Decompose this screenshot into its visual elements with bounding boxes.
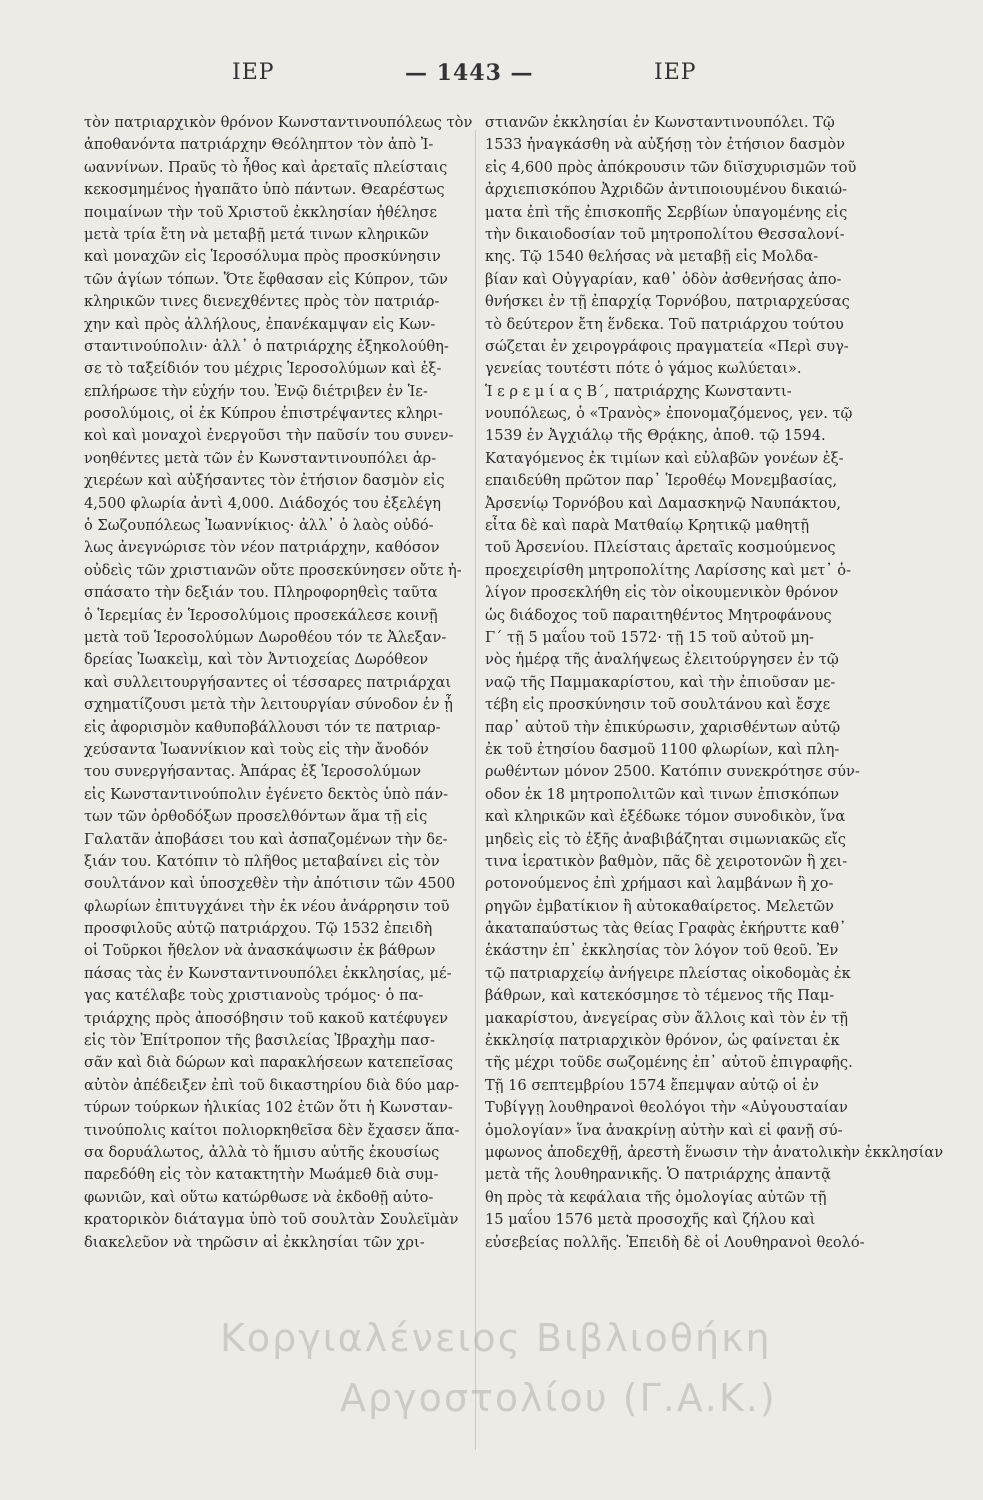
text-line: Γαλατᾶν ἀποβάσει του καὶ ἀσπαζομένων τὴν δε- [84,830,448,848]
text-line: προεχειρίσθη μητροπολίτης Λαρίσσης καὶ μετ᾽ ὀ- [485,561,852,579]
text-line: ροτονούμενος ἐπὶ χρήμασι καὶ λαμβάνων ἢ χο- [485,875,834,893]
text-line: τὸ δεύτερον ἔτη ἕνδεκα. Τοῦ πατριάρχου τούτου [485,315,844,333]
text-line: κεκοσμημένος ἠγαπᾶτο ὑπὸ πάντων. Θεαρέστως [84,181,445,199]
text-line: θνήσκει ἐν τῇ ἐπαρχίᾳ Τορνόβου, πατριαρχεύσας [485,293,850,311]
text-line: εἰς Κωνσταντινούπολιν ἐγένετο δεκτὸς ὑπὸ πάν- [84,785,449,803]
text-line: ματα ἐπὶ τῆς ἐπισκοπῆς Σερβίων ὑπαγομένης εἰς [485,203,848,221]
text-line: οὐδεὶς τῶν χριστιανῶν οὔτε προσεκύνησεν οὔτε ἠ- [84,561,462,579]
text-line: ἑκάστην ἐπ᾽ ἐκκλησίας τὸν λόγον τοῦ θεοῦ. Ἐν [485,942,839,960]
text-line: εἰς 4,600 πρὸς ἀπόκρουσιν τῶν διϊσχυρισμῶν τοῦ [485,158,857,176]
text-line: μηδεὶς εἰς τὸ ἑξῆς ἀναβιβάζηται σιμωνιακῶς εἴς [485,830,846,848]
text-line: ἐκκλησίᾳ πατριαρχικὸν θρόνον, ὡς φαίνεται ἐκ [485,1032,840,1050]
text-line: Ἱ ε ρ ε μ ί α ς Β΄, πατριάρχης Κωνσταντι- [485,382,792,400]
text-line: ὁ Ἱερεμίας ἐν Ἱεροσολύμοις προσεκάλεσε κοινῇ [84,606,438,624]
text-line: τοῦ Ἀρσενίου. Πλείσταις ἀρεταῖς κοσμούμενος [485,539,836,557]
text-line: εἶτα δὲ καὶ παρὰ Ματθαίῳ Κρητικῷ μαθητῇ [485,517,810,535]
text-line: λως ἀνεγνώρισε τὸν νέον πατριάρχην, καθόσον [84,539,440,557]
text-line: σε τὸ ταξείδιόν του μέχρις Ἱεροσολύμων καὶ ἐξ- [84,360,442,378]
text-line: καὶ κληρικῶν καὶ ἐξέδωκε τόμον συνοδικὸν, ἵνα [485,808,846,826]
text-line: νοηθέντες μετὰ τῶν ἐν Κωνσταντινουπόλει ἀρ- [84,449,437,467]
text-line: εὐσεβείας πολλῆς. Ἐπειδὴ δὲ οἱ Λουθηρανοὶ θεολό- [485,1233,865,1251]
text-line: ρωθέντων μόνον 2500. Κατόπιν συνεκρότησε σύν- [485,763,860,781]
text-line: εἰς ἀφορισμὸν καθυποβάλλουσι τόν τε πατριαρ- [84,718,441,736]
text-line: τριάρχης πρὸς ἀποσόβησιν τοῦ κακοῦ κατέφυγεν [84,1009,448,1027]
text-line: βίαν καὶ Οὐγγαρίαν, καθ᾽ ὁδὸν ἀσθενήσας ἀπο- [485,270,842,288]
left-text-column [84,112,479,1254]
text-line: μφωνος ἀποδεχθῇ, ἀρεστὴ ἕνωσιν τὴν ἀνατολικὴν ἐκκλησίαν [485,1143,944,1161]
right-text-column [485,112,944,1254]
text-line: επλήρωσε τὴν εὐχήν του. Ἐνῷ διέτριβεν ἐν Ἱε- [84,382,428,400]
text-line: προσφιλοῦς αὐτῷ πατριάρχου. Τῷ 1532 ἐπειδὴ [84,920,433,938]
text-line: μετὰ τρία ἔτη νὰ μεταβῇ μετά τινων κληρικῶν [84,225,429,243]
text-line: τῶν ἁγίων τόπων. Ὅτε ἔφθασαν εἰς Κύπρον, τῶν [84,270,448,288]
text-line: φλωρίων ἐπιτυγχάνει τὴν ἐκ νέου ἀνάρρησιν τοῦ [84,897,450,915]
text-line: στιανῶν ἐκκλησίαι ἐν Κωνσταντινουπόλει. Τῷ [485,114,835,131]
text-line: παρεδόθη εἰς τὸν κατακτητὴν Μωάμεθ διὰ συμ- [84,1166,439,1184]
text-line: οἱ Τοῦρκοι ἤθελον νὰ ἀνασκάψωσιν ἐκ βάθρων [84,942,436,960]
text-line: των τῶν ὀρθοδόξων προσελθόντων ἅμα τῇ εἰς [84,808,428,826]
text-line: σᾶν καὶ διὰ δώρων καὶ παρακλήσεων κατεπεῖσας [84,1054,454,1072]
text-line: χιερέων καὶ αὐξήσαντες τὸν ἐτήσιον δασμὸν εἰς [84,472,445,490]
watermark-line-1: Κοργιαλένειος Βιβλιοθήκη [220,1316,772,1360]
text-line: ποιμαίνων τὴν τοῦ Χριστοῦ ἐκκλησίαν ἠθέλησε [84,203,437,221]
text-line: επαιδεύθη πρῶτον παρ᾽ Ἱεροθέῳ Μονεμβασίας, [485,472,838,490]
text-line: ροσολύμοις, οἱ ἐκ Κύπρου ἐπιστρέψαντες κληρι- [84,405,443,423]
text-line: ξιάν του. Κατόπιν τὸ πλῆθος μεταβαίνει εἰς τὸν [84,852,440,870]
text-line: τινα ἱερατικὸν βαθμὸν, πᾶς δὲ χειροτονῶν ἢ χει- [485,852,848,870]
text-line: κοὶ καὶ μοναχοὶ ἐνεργοῦσι τὴν παῦσίν του συνεν- [84,427,454,445]
text-line: του συνεργήσαντας. Ἀπάρας ἐξ Ἱεροσολύμων [84,763,422,781]
running-head-left: ΙΕΡ [232,60,275,85]
text-line: μετὰ τῆς λουθηρανικῆς. Ὁ πατριάρχης ἀπαντᾷ [485,1166,831,1184]
text-line: θη πρὸς τὰ κεφάλαια τῆς ὁμολογίας αὐτῶν τῇ [485,1188,827,1206]
library-watermark [180,1310,940,1450]
text-line: 4,500 φλωρία ἀντὶ 4,000. Διάδοχός του ἐξελέγη [84,494,442,512]
text-line: κρατορικὸν διάταγμα ὑπὸ τοῦ σουλτὰν Σουλεϊμὰν [84,1211,459,1229]
text-line: χεύσαντα Ἰωαννίκιον καὶ τοὺς εἰς τὴν ἄνοδόν [84,740,429,758]
text-line: ρηγῶν ἐμβατίκιον ἢ αὐτοκαθαίρετος. Μελετῶν [485,897,834,915]
text-line: τὸν πατριαρχικὸν θρόνον Κωνσταντινουπόλεως τὸν [84,114,473,131]
text-line: γας κατέλαβε τοὺς χριστιανοὺς τρόμος· ὁ πα- [84,987,424,1005]
text-line: ὁ Σωζουπόλεως Ἰωαννίκιος· ἀλλ᾽ ὁ λαὸς οὐδό- [84,517,434,535]
text-line: Καταγόμενος ἐκ τιμίων καὶ εὐλαβῶν γονέων ἐξ- [485,449,844,467]
page-header [0,60,983,100]
text-line: τῆς μέχρι τοῦδε σωζομένης ἐπ᾽ αὐτοῦ ἐπιγραφῆς. [485,1054,853,1072]
text-line: ὡς διάδοχος τοῦ παραιτηθέντος Μητροφάνους [485,606,832,624]
text-line: φωνιῶν, καὶ οὕτω κατώρθωσε νὰ ἐκδοθῇ αὐτο- [84,1188,434,1206]
text-line: αὐτὸν ἀπέδειξεν ἐπὶ τοῦ δικαστηρίου διὰ δύο μαρ- [84,1076,460,1094]
text-line: τύρων τούρκων ἡλικίας 102 ἐτῶν ὅτι ἡ Κωνσταν- [84,1099,453,1117]
text-line: 1533 ἠναγκάσθη νὰ αὐξήσῃ τὸν ἐτήσιον δασμὸν [485,136,846,154]
text-line: Τυβίγγῃ λουθηρανοὶ θεολόγοι τὴν «Αὐγουσταίαν [485,1099,848,1117]
text-line: οδον ἐκ 18 μητροπολιτῶν καὶ τινων ἐπισκόπων [485,785,839,803]
text-line: κληρικῶν τινες διενεχθέντες πρὸς τὸν πατριάρ- [84,293,440,311]
text-line: διακελεῦον νὰ τηρῶσιν αἱ ἐκκλησίαι τῶν χρι- [84,1233,425,1251]
text-line: ἀρχιεπισκόπου Ἀχριδῶν ἀντιποιουμένου δικαιώ- [485,181,848,199]
text-line: μετὰ τοῦ Ἱεροσολύμων Δωροθέου τόν τε Ἀλεξαν- [84,628,447,646]
text-line: ἀκαταπαύστως τὰς θείας Γραφὰς ἐκήρυττε καθ᾽ [485,920,847,938]
text-line: σχηματίζουσι μετὰ τὴν λειτουργίαν σύνοδον ἐν ᾗ [84,696,453,714]
text-line: νουπόλεως, ὁ «Τρανὸς» ἐπονομαζόμενος, γεν. τῷ [485,405,853,423]
column-divider [475,130,476,1450]
text-line: 15 μαΐου 1576 μετὰ προσοχῆς καὶ ζήλου καὶ [485,1211,816,1229]
text-line: ἀποθανόντα πατριάρχην Θεόληπτον τὸν ἀπὸ Ἰ- [84,136,434,154]
text-line: δρείας Ἰωακεὶμ, καὶ τὸν Ἀντιοχείας Δωρόθεον [84,651,429,669]
text-line: σταντινούπολιν· ἀλλ᾽ ὁ πατριάρχης ἐξηκολούθη- [84,337,449,355]
text-line: κης. Τῷ 1540 θελήσας νὰ μεταβῇ εἰς Μολδα- [485,248,819,266]
text-line: τέβη εἰς προσκύνησιν τοῦ σουλτάνου καὶ ἔσχε [485,696,831,714]
text-line: σα δορυάλωτος, ἀλλὰ τὸ ἥμισυ αὐτῆς ἐκουσίως [84,1143,440,1161]
text-line: μακαρίστου, ἀνεγείρας σὺν ἄλλοις καὶ τὸν ἐν τῇ [485,1009,849,1027]
text-line: ωαννίνων. Πραῦς τὸ ἦθος καὶ ἀρεταῖς πλείσταις [84,158,448,176]
page-number: — 1443 — [405,60,534,86]
text-line: καὶ συλλειτουργήσαντες οἱ τέσσαρες πατριάρχαι [84,673,452,691]
watermark-line-2: Αργοστολίου (Γ.Α.Κ.) [340,1376,777,1420]
text-line: χην καὶ πρὸς ἀλλήλους, ἐπανέκαμψαν εἰς Κων- [84,315,436,333]
text-line: τινούπολις καίτοι πολιορκηθεῖσα δὲν ἔχασεν ἅπα- [84,1121,460,1139]
text-line: λίγον προσεκλήθη εἰς τὸν οἰκουμενικὸν θρόνον [485,584,839,602]
text-line: σώζεται ἐν χειρογράφοις πραγματεία «Περὶ συγ- [485,337,849,355]
text-line: γενείας τουτέστι πότε ὁ γάμος κωλύεται». [485,360,802,378]
text-line: τὴν δικαιοδοσίαν τοῦ μητροπολίτου Θεσσαλονί- [485,225,845,243]
text-line: Ἀρσενίῳ Τορνόβου καὶ Δαμασκηνῷ Ναυπάκτου, [485,494,842,512]
text-line: Γ΄ τῇ 5 μαΐου τοῦ 1572· τῇ 15 τοῦ αὐτοῦ μη- [485,628,814,646]
text-line: σουλτάνον καὶ ὑποσχεθὲν τὴν ἀπότισιν τῶν 4500 [84,875,456,893]
text-line: πάσας τὰς ἐν Κωνσταντινουπόλει ἐκκλησίας, μέ- [84,964,452,982]
text-line: ἐκ τοῦ ἐτησίου δασμοῦ 1100 φλωρίων, καὶ πλη- [485,740,840,758]
text-line: τῷ πατριαρχείῳ ἀνήγειρε πλείστας οἰκοδομὰς ἐκ [485,964,851,982]
text-line: σπάσατο τὴν δεξιάν του. Πληροφορηθεὶς ταῦτα [84,584,438,602]
text-line: παρ᾽ αὐτοῦ τὴν ἐπικύρωσιν, χαρισθέντων αὐτῷ [485,718,841,736]
text-line: Τῇ 16 σεπτεμβρίου 1574 ἔπεμψαν αὐτῷ οἱ ἐν [485,1076,819,1094]
text-line: ναῷ τῆς Παμμακαρίστου, καὶ τὴν ἐπιοῦσαν με- [485,673,836,691]
text-line: εἰς τὸν Ἐπίτροπον τῆς βασιλείας Ἰβραχὴμ πασ- [84,1032,435,1050]
text-line: ὁμολογίαν» ἵνα ἀνακρίνῃ αὐτὴν καὶ εἰ φανῇ σύ- [485,1121,843,1139]
text-line: καὶ μοναχῶν εἰς Ἱεροσόλυμα πρὸς προσκύνησιν [84,248,441,266]
text-line: νὸς ἡμέρᾳ τῆς ἀναλήψεως ἐλειτούργησεν ἐν τῷ [485,651,839,669]
text-line: βάθρων, καὶ κατεκόσμησε τὸ τέμενος τῆς Παμ- [485,987,835,1005]
running-head-right: ΙΕΡ [654,60,697,85]
text-line: 1539 ἐν Ἀγχιάλῳ τῆς Θρᾴκης, ἀποθ. τῷ 1594. [485,427,826,445]
